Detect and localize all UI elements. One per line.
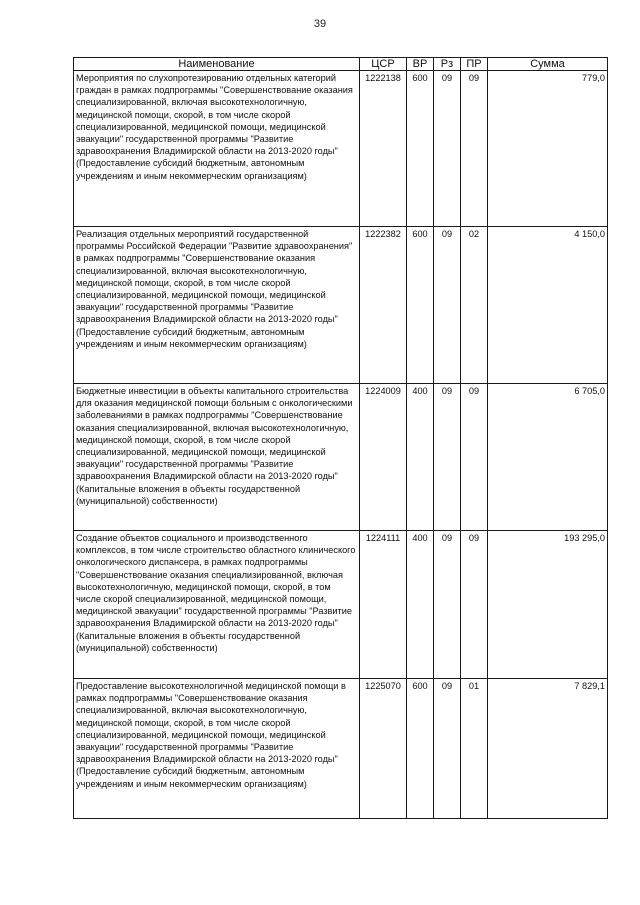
row-rz: 09 <box>434 71 461 227</box>
row-vr: 600 <box>407 227 434 384</box>
row-pr: 09 <box>461 71 488 227</box>
row-name: Мероприятия по слухопротезированию отдельных категорий граждан в рамках подпрограммы "Совершенствование оказания специализированной, включая высокотехнологичную, медицинской помощи, скорой, в том числе скорой специализированной, медицинской помощи, медицинской эвакуации" государственной программы "Развитие здравоохранения Владимирской области на 2013-2020 годы" (Предоставление субсидий бюджетным, автономным учреждениям и иным некоммерческим организациям) <box>74 71 360 227</box>
row-csr: 1225070 <box>360 679 407 819</box>
table-row <box>74 227 608 384</box>
row-name: Реализация отдельных мероприятий государственной программы Российской Федерации "Развитие здравоохранения" в рамках подпрограммы "Совершенствование оказания специализированной, включая высокотехнологичную, медицинской помощи, скорой, в том числе скорой специализированной, медицинской помощи, медицинской эвакуации" государственной программы "Развитие здравоохранения Владимирской области на 2013-2020 годы" (Предоставление субсидий бюджетным, автономным учреждениям и иным некоммерческим организациям) <box>74 227 360 384</box>
row-sum: 779,0 <box>488 71 608 227</box>
row-rz: 09 <box>434 531 461 679</box>
row-name: Создание объектов социального и производственного комплексов, в том числе строительство областного клинического онкологического диспансера, в рамках подпрограммы "Совершенствование оказания специализированной, включая высокотехнологичную, медицинской помощи, скорой, в том числе скорой специализированной, медицинской помощи, медицинской эвакуации" государственной программы "Развитие здравоохранения Владимирской области на 2013-2020 годы" (Капитальные вложения в объекты государственной (муниципальной) собственности) <box>74 531 360 679</box>
row-pr: 09 <box>461 531 488 679</box>
row-sum: 4 150,0 <box>488 227 608 384</box>
row-name: Предоставление высокотехнологичной медицинской помощи в рамках подпрограммы "Совершенствование оказания специализированной, включая высокотехнологичную, медицинской помощи, скорой, в том числе скорой специализированной, медицинской помощи, медицинской эвакуации" государственной программы "Развитие здравоохранения Владимирской области на 2013-2020 годы" (Предоставление субсидий бюджетным, автономным учреждениям и иным некоммерческим организациям) <box>74 679 360 819</box>
row-vr: 400 <box>407 531 434 679</box>
row-pr: 01 <box>461 679 488 819</box>
table-row <box>74 679 608 819</box>
row-csr: 1224009 <box>360 384 407 531</box>
row-sum: 6 705,0 <box>488 384 608 531</box>
table-row <box>74 384 608 531</box>
row-pr: 09 <box>461 384 488 531</box>
row-csr: 1222382 <box>360 227 407 384</box>
row-csr: 1224111 <box>360 531 407 679</box>
budget-table <box>73 57 608 819</box>
row-vr: 600 <box>407 679 434 819</box>
page-number: 39 <box>313 18 327 30</box>
row-name: Бюджетные инвестиции в объекты капитального строительства для оказания медицинской помощи больным с онкологическими заболеваниями в рамках подпрограммы "Совершенствование оказания специализированной, включая высокотехнологичную, медицинской помощи, скорой, в том числе скорой специализированной, медицинской помощи, медицинской эвакуации" государственной программы "Развитие здравоохранения Владимирской области на 2013-2020 годы" (Капитальные вложения в объекты государственной (муниципальной) собственности) <box>74 384 360 531</box>
row-rz: 09 <box>434 227 461 384</box>
row-pr: 02 <box>461 227 488 384</box>
row-sum: 7 829,1 <box>488 679 608 819</box>
header-sum: Сумма <box>488 58 608 71</box>
table-row <box>74 71 608 227</box>
row-sum: 193 295,0 <box>488 531 608 679</box>
row-csr: 1222138 <box>360 71 407 227</box>
header-name: Наименование <box>74 58 360 71</box>
row-rz: 09 <box>434 679 461 819</box>
header-vr: ВР <box>407 58 434 71</box>
table-row <box>74 531 608 679</box>
row-vr: 400 <box>407 384 434 531</box>
row-rz: 09 <box>434 384 461 531</box>
header-csr: ЦСР <box>360 58 407 71</box>
row-vr: 600 <box>407 71 434 227</box>
table-header-row <box>74 58 608 71</box>
header-rz: Рз <box>434 58 461 71</box>
header-pr: ПР <box>461 58 488 71</box>
